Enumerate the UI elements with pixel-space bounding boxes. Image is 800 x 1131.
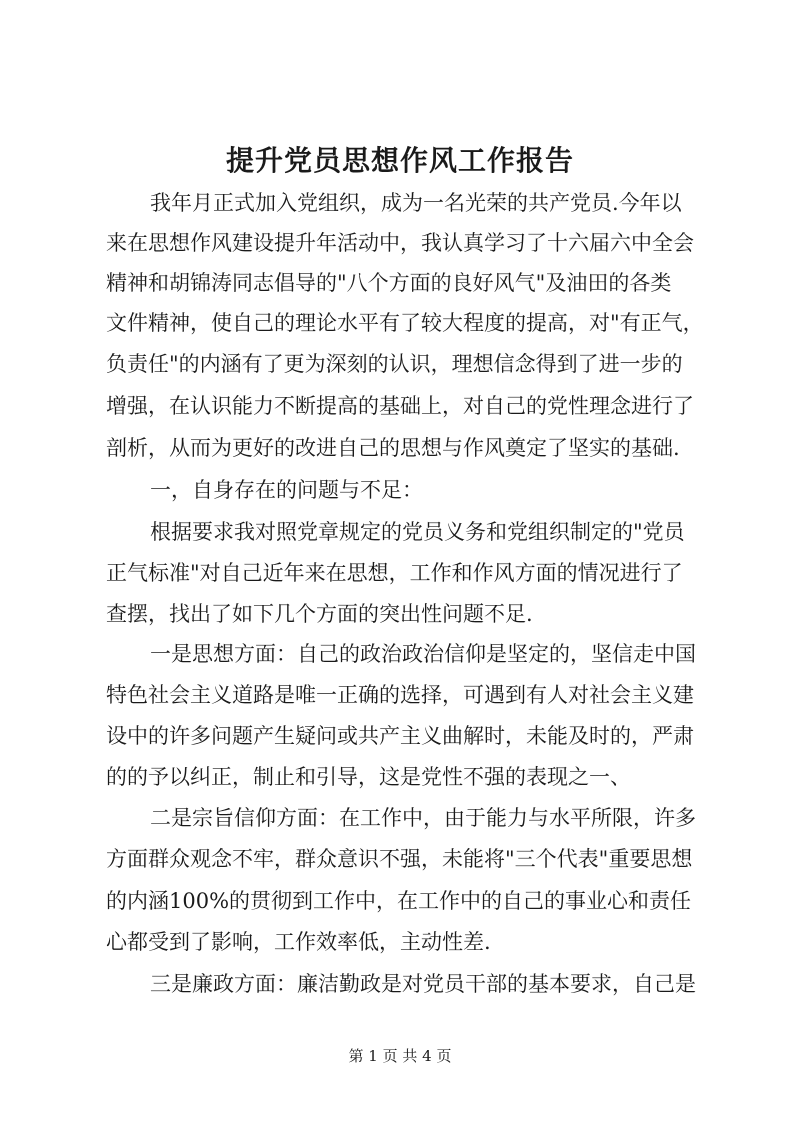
text-line: 一是思想方面：自己的政治政治信仰是坚定的，坚信走中国 [150, 642, 696, 666]
text-line: 心都受到了影响，工作效率低，主动性差. [106, 930, 491, 954]
text-line: 设中的许多问题产生疑问或共产主义曲解时，未能及时的，严肃 [106, 724, 694, 748]
text-line: 来在思想作风建设提升年活动中，我认真学习了十六届六中全会 [106, 231, 694, 255]
text-line: 剖析，从而为更好的改进自己的思想与作风奠定了坚实的基础. [106, 436, 680, 460]
text-line: 二是宗旨信仰方面：在工作中，由于能力与水平所限，许多 [150, 806, 696, 830]
text-line: 精神和胡锦涛同志倡导的"八个方面的良好风气"及油田的各类 [106, 271, 672, 295]
text-line: 正气标准"对自己近年来在思想，工作和作风方面的情况进行了 [106, 561, 683, 585]
section-heading: 一，自身存在的问题与不足： [150, 478, 423, 502]
text-line: 方面群众观念不牢，群众意识不强，未能将"三个代表"重要思想 [106, 847, 693, 871]
text-line: 负责任"的内涵有了更为深刻的认识，理想信念得到了进一步的 [106, 352, 683, 376]
text-line: 增强，在认识能力不断提高的基础上，对自己的党性理念进行了 [106, 394, 694, 418]
text-line: 查摆，找出了如下几个方面的突出性问题不足. [106, 602, 533, 626]
document-title: 提升党员思想作风工作报告 [225, 144, 574, 177]
text-line: 的的予以纠正，制止和引导，这是党性不强的表现之一、 [106, 765, 631, 789]
text-line: 根据要求我对照党章规定的党员义务和党组织制定的"党员 [150, 520, 685, 544]
text-line: 的内涵100%的贯彻到工作中，在工作中的自己的事业心和责任 [106, 889, 692, 913]
page-number-footer: 第 1 页 共 4 页 [348, 1047, 452, 1065]
text-line: 特色社会主义道路是唯一正确的选择，可遇到有人对社会主义建 [106, 683, 694, 707]
text-line: 文件精神，使自己的理论水平有了较大程度的提高，对"有正气， [106, 311, 704, 335]
text-line: 三是廉政方面：廉洁勤政是对党员干部的基本要求，自己是 [150, 972, 696, 996]
text-line: 我年月正式加入党组织，成为一名光荣的共产党员.今年以 [150, 191, 682, 215]
